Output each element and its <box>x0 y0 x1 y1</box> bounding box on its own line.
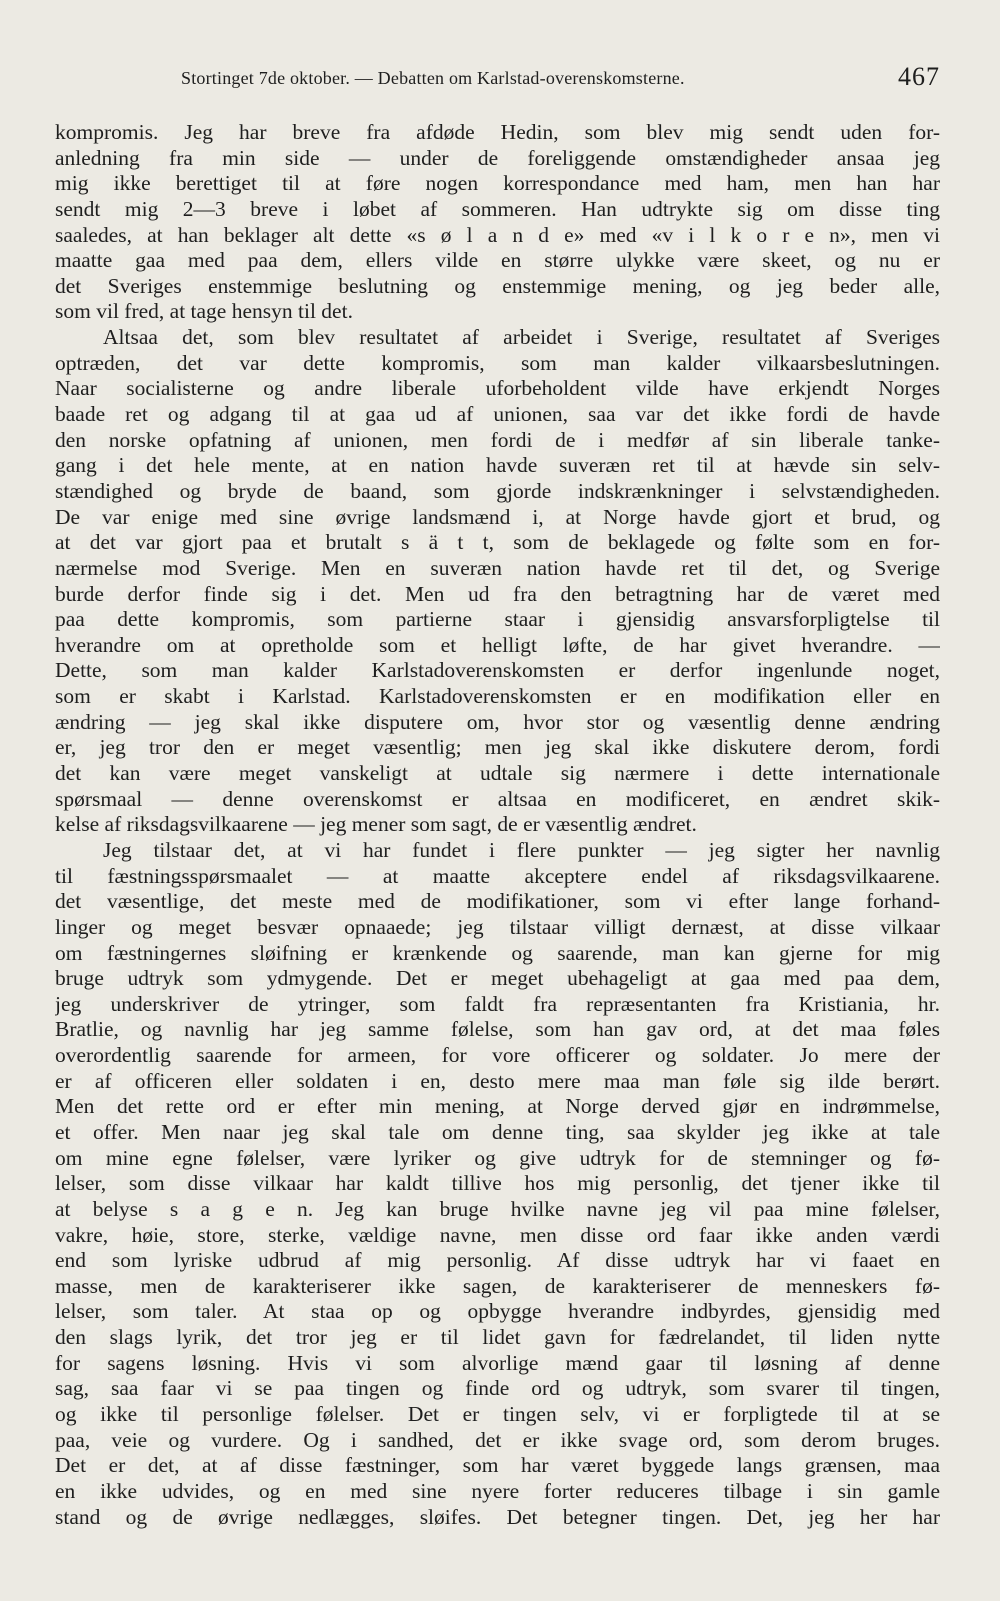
text-line: Altsaa det, som blev resultatet af arbeidet i Sverige, resultatet af Sveriges <box>103 325 940 350</box>
text-line: burde derfor finde sig i det. Men ud fra den betragtning har de været med <box>55 581 940 606</box>
text-line: stand og de øvrige nedlægges, sløifes. Det betegner tingen. Det, jeg her har <box>55 1504 940 1529</box>
body-text <box>55 120 940 1530</box>
text-line: og ikke til personlige følelser. Det er tingen selv, vi er forpligtede til at se <box>55 1402 940 1427</box>
text-line: Naar socialisterne og andre liberale uforbeholdent vilde have erkjendt Norges <box>55 376 940 401</box>
text-line: om mine egne følelser, være lyriker og give udtryk for de stemninger og fø- <box>55 1145 940 1170</box>
text-line: hverandre om at opretholde som et helligt løfte, de har givet hverandre. — <box>55 632 940 657</box>
text-line: jeg underskriver de ytringer, som faldt fra repræsentanten fra Kristiania, hr. <box>55 991 940 1016</box>
text-line: lelser, som taler. At staa op og opbygge hverandre indbyrdes, gjensidig med <box>55 1299 940 1324</box>
text-line: maatte gaa med paa dem, ellers vilde en større ulykke være skeet, og nu er <box>55 248 940 273</box>
text-line: til fæstningsspørsmaalet — at maatte akceptere endel af riksdagsvilkaarene. <box>55 863 940 888</box>
text-line: om fæstningernes sløifning er krænkende og saarende, man kan gjerne for mig <box>55 940 940 965</box>
text-line: et offer. Men naar jeg skal tale om denne ting, saa skylder jeg ikke at tale <box>55 1119 940 1144</box>
text-line: at det var gjort paa et brutalt s ä t t, som de beklagede og følte som en for- <box>55 530 940 555</box>
text-line: en ikke udvides, og en med sine nyere forter reduceres tilbage i sin gamle <box>55 1478 940 1503</box>
text-line: sag, saa faar vi se paa tingen og finde ord og udtryk, som svarer til tingen, <box>55 1376 940 1401</box>
text-line: det kan være meget vanskeligt at udtale sig nærmere i dette internationale <box>55 761 940 786</box>
text-line: den norske opfatning af unionen, men fordi de i medfør af sin liberale tanke- <box>55 427 940 452</box>
text-line: gang i det hele mente, at en nation havde suveræn ret til at hævde sin selv- <box>55 453 940 478</box>
text-line: Dette, som man kalder Karlstadoverenskomsten er derfor ingenlunde noget, <box>55 658 940 683</box>
text-line: nærmelse mod Sverige. Men en suveræn nation havde ret til det, og Sverige <box>55 555 940 580</box>
text-line: den slags lyrik, det tror jeg er til lidet gavn for fædrelandet, til liden nytte <box>55 1325 940 1350</box>
text-line: paa, veie og vurdere. Og i sandhed, det er ikke svage ord, som derom bruges. <box>55 1427 940 1452</box>
text-line: Jeg tilstaar det, at vi har fundet i flere punkter — jeg sigter her navnlig <box>103 837 940 862</box>
text-line: overordentlig saarende for armeen, for vore officerer og soldater. Jo mere der <box>55 1043 940 1068</box>
text-line: er, jeg tror den er meget væsentlig; men jeg skal ikke diskutere derom, fordi <box>55 735 940 760</box>
page-number: 467 <box>898 62 940 91</box>
running-header <box>55 60 940 90</box>
text-line: spørsmaal — denne overenskomst er altsaa en modificeret, en ændret skik- <box>55 786 940 811</box>
text-line: bruge udtryk som ydmygende. Det er meget ubehageligt at gaa med paa dem, <box>55 966 940 991</box>
text-line: mig ikke berettiget til at føre nogen korrespondance med ham, men han har <box>55 171 940 196</box>
text-line: linger og meget besvær opnaaede; jeg tilstaar villigt dernæst, at disse vilkaar <box>55 914 940 939</box>
text-line: at belyse s a g e n. Jeg kan bruge hvilke navne jeg vil paa mine følelser, <box>55 1196 940 1221</box>
text-line: sendt mig 2—3 breve i løbet af sommeren. Han udtrykte sig om disse ting <box>55 196 940 221</box>
text-line: for sagens løsning. Hvis vi som alvorlige mænd gaar til løsning af denne <box>55 1350 940 1375</box>
header-title: Stortinget 7de oktober. — Debatten om Karlstad-overenskomsterne. <box>181 68 685 88</box>
text-line: masse, men de karakteriserer ikke sagen, de karakteriserer de menneskers fø- <box>55 1273 940 1298</box>
text-line: stændighed og bryde de baand, som gjorde indskrænkninger i selvstændigheden. <box>55 478 940 503</box>
text-line: saaledes, at han beklager alt dette «s ø l a n d e» med «v i l k o r e n», men vi <box>55 222 940 247</box>
text-line: end som lyriske udbrud af mig personlig. Af disse udtryk har vi faaet en <box>55 1248 940 1273</box>
text-line: paa dette kompromis, som partierne staar i gjensidig ansvarsforpligtelse til <box>55 607 940 632</box>
text-line: Det er det, at af disse fæstninger, som har været byggede langs grænsen, maa <box>55 1453 940 1478</box>
text-line: optræden, det var dette kompromis, som man kalder vilkaarsbeslutningen. <box>55 350 940 375</box>
text-line: lelser, som disse vilkaar har kaldt tillive hos mig personlig, det tjener ikke til <box>55 1171 940 1196</box>
text-line: som er skabt i Karlstad. Karlstadoverenskomsten er en modifikation eller en <box>55 684 940 709</box>
text-line: anledning fra min side — under de foreliggende omstændigheder ansaa jeg <box>55 145 940 170</box>
text-line: baade ret og adgang til at gaa ud af unionen, saa var det ikke fordi de havde <box>55 402 940 427</box>
text-line: Men det rette ord er efter min mening, at Norge derved gjør en indrømmelse, <box>55 1094 940 1119</box>
text-line: vakre, høie, store, sterke, vældige navne, men disse ord faar ikke anden værdi <box>55 1222 940 1247</box>
text-line: De var enige med sine øvrige landsmænd i, at Norge havde gjort et brud, og <box>55 504 940 529</box>
text-line: det Sveriges enstemmige beslutning og enstemmige mening, og jeg beder alle, <box>55 273 940 298</box>
text-line: ændring — jeg skal ikke disputere om, hvor stor og væsentlig denne ændring <box>55 709 940 734</box>
text-line: kompromis. Jeg har breve fra afdøde Hedin, som blev mig sendt uden for- <box>55 120 940 144</box>
text-line: Bratlie, og navnlig har jeg samme følelse, som han gav ord, at det maa føles <box>55 1017 940 1042</box>
text-line: det væsentlige, det meste med de modifikationer, som vi efter lange forhand- <box>55 889 940 914</box>
text-line: kelse af riksdagsvilkaarene — jeg mener som sagt, de er væsentlig ændret. <box>55 812 697 837</box>
text-line: som vil fred, at tage hensyn til det. <box>55 299 353 324</box>
text-line: er af officeren eller soldaten i en, desto mere maa man føle sig ilde berørt. <box>55 1068 940 1093</box>
